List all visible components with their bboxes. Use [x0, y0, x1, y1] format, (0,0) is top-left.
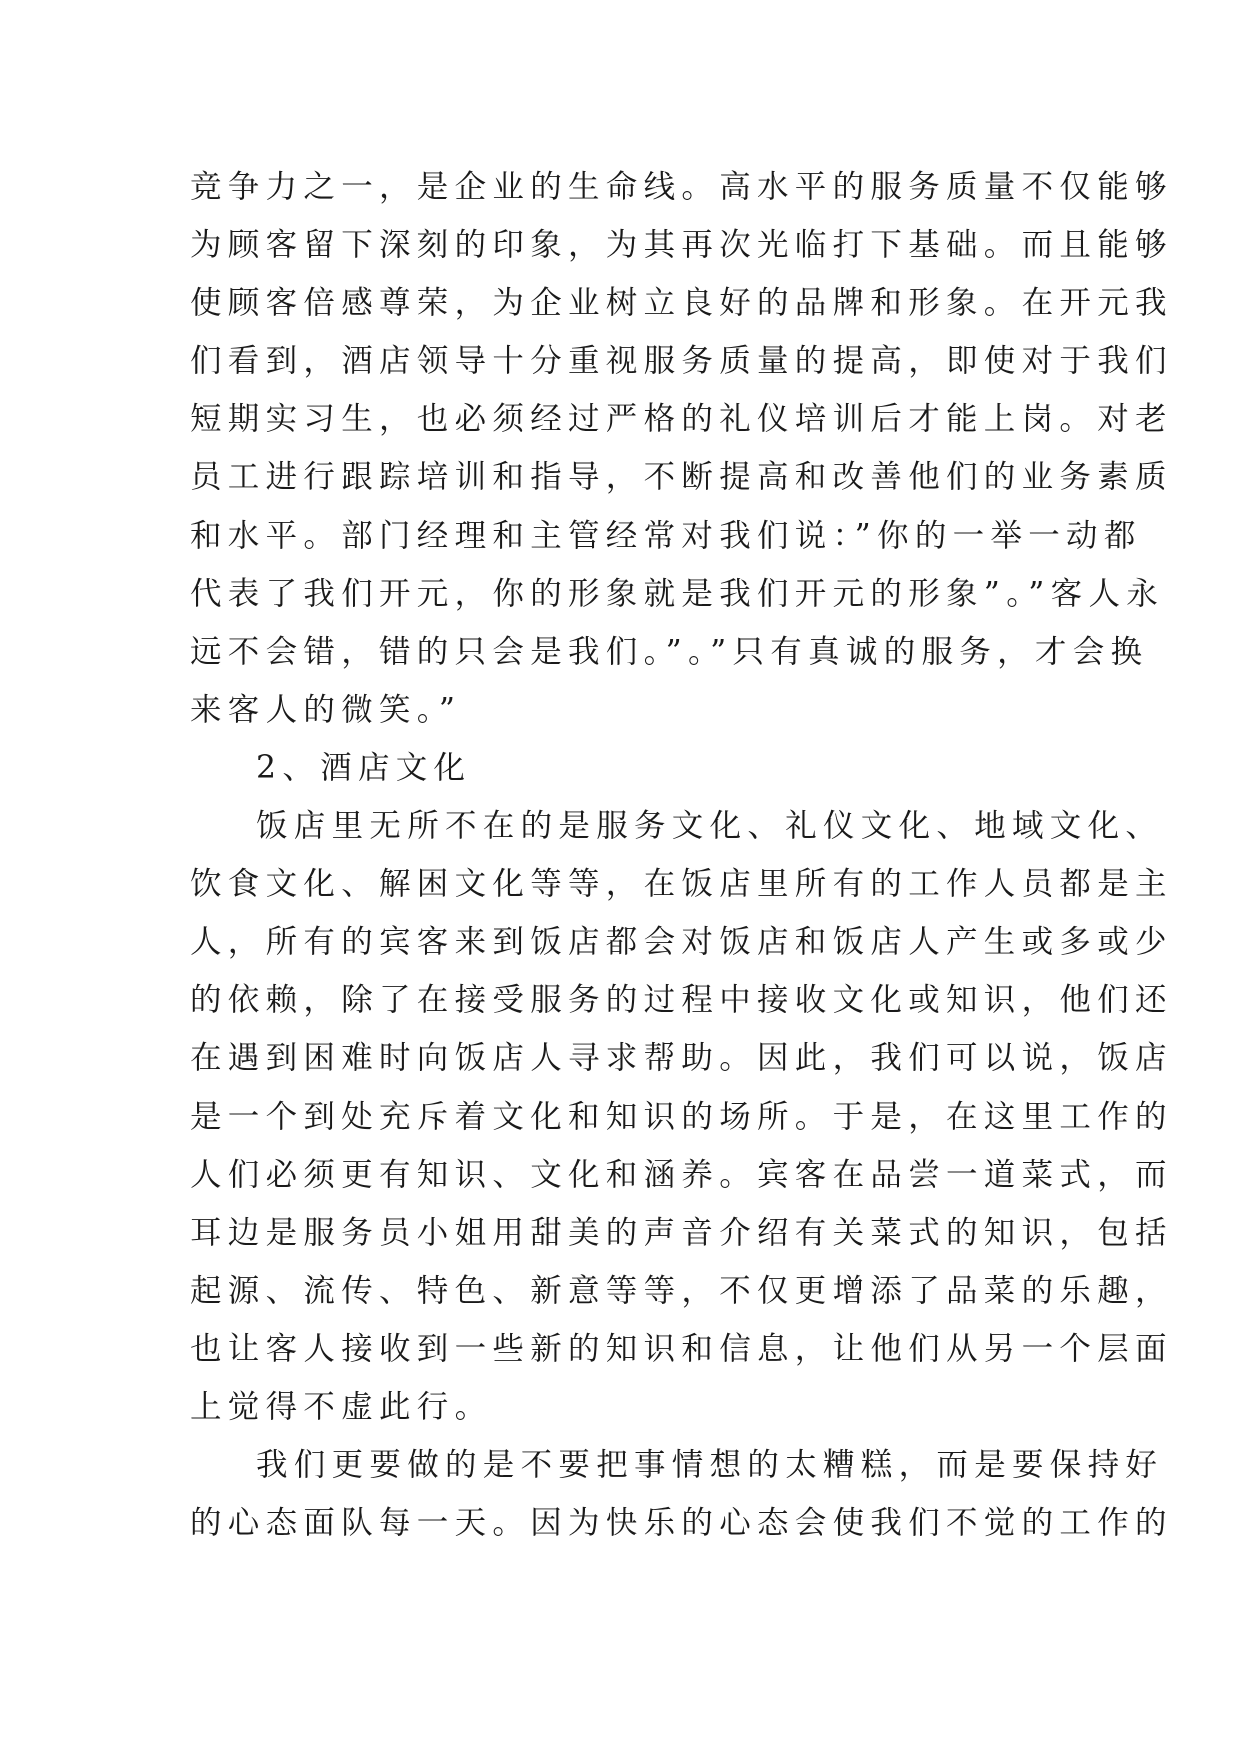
- text-line: 耳边是服务员小姐用甜美的声音介绍有关菜式的知识，包括: [190, 1214, 1173, 1251]
- text-line: 远不会错，错的只会是我们。”。”只有真诚的服务，才会换: [190, 633, 1149, 670]
- text-line: 为顾客留下深刻的印象，为其再次光临打下基础。而且能够: [190, 227, 1173, 264]
- text-line: 来客人的微笑。”: [190, 691, 462, 728]
- text-line: 饮食文化、解困文化等等，在饭店里所有的工作人员都是主: [190, 866, 1173, 903]
- text-line: 人们必须更有知识、文化和涵养。宾客在品尝一道菜式，而: [190, 1156, 1173, 1193]
- text-line: 和水平。部门经理和主管经常对我们说：”你的一举一动都: [190, 517, 1142, 554]
- text-line: 在遇到困难时向饭店人寻求帮助。因此，我们可以说，饭店: [190, 1040, 1173, 1077]
- text-line: 员工进行跟踪培训和指导，不断提高和改善他们的业务素质: [190, 459, 1173, 496]
- text-line: 们看到，酒店领导十分重视服务质量的提高，即使对于我们: [190, 343, 1173, 380]
- text-line: 饭店里无所不在的是服务文化、礼仪文化、地域文化、: [256, 808, 1164, 845]
- text-line: 是一个到处充斥着文化和知识的场所。于是，在这里工作的: [190, 1098, 1173, 1135]
- body-text: [190, 158, 1173, 1552]
- text-line: 竞争力之一，是企业的生命线。高水平的服务质量不仅能够: [190, 169, 1173, 205]
- text-line: 代表了我们开元，你的形象就是我们开元的形象”。”客人永: [190, 575, 1165, 612]
- text-line: 上觉得不虚此行。: [190, 1388, 493, 1425]
- text-line: 使顾客倍感尊荣，为企业树立良好的品牌和形象。在开元我: [190, 285, 1173, 322]
- text-line: 我们更要做的是不要把事情想的太糟糕，而是要保持好: [256, 1447, 1164, 1484]
- text-line: 的心态面队每一天。因为快乐的心态会使我们不觉的工作的: [190, 1505, 1173, 1542]
- text-line: 的依赖，除了在接受服务的过程中接收文化或知识，他们还: [190, 982, 1173, 1019]
- text-line: 短期实习生，也必须经过严格的礼仪培训后才能上岗。对老: [190, 401, 1173, 438]
- text-line: 人，所有的宾客来到饭店都会对饭店和饭店人产生或多或少: [190, 924, 1173, 961]
- text-line: 起源、流传、特色、新意等等，不仅更增添了品菜的乐趣，: [190, 1272, 1173, 1309]
- section-heading: 2、酒店文化: [256, 749, 472, 786]
- text-line: 也让客人接收到一些新的知识和信息，让他们从另一个层面: [190, 1330, 1173, 1367]
